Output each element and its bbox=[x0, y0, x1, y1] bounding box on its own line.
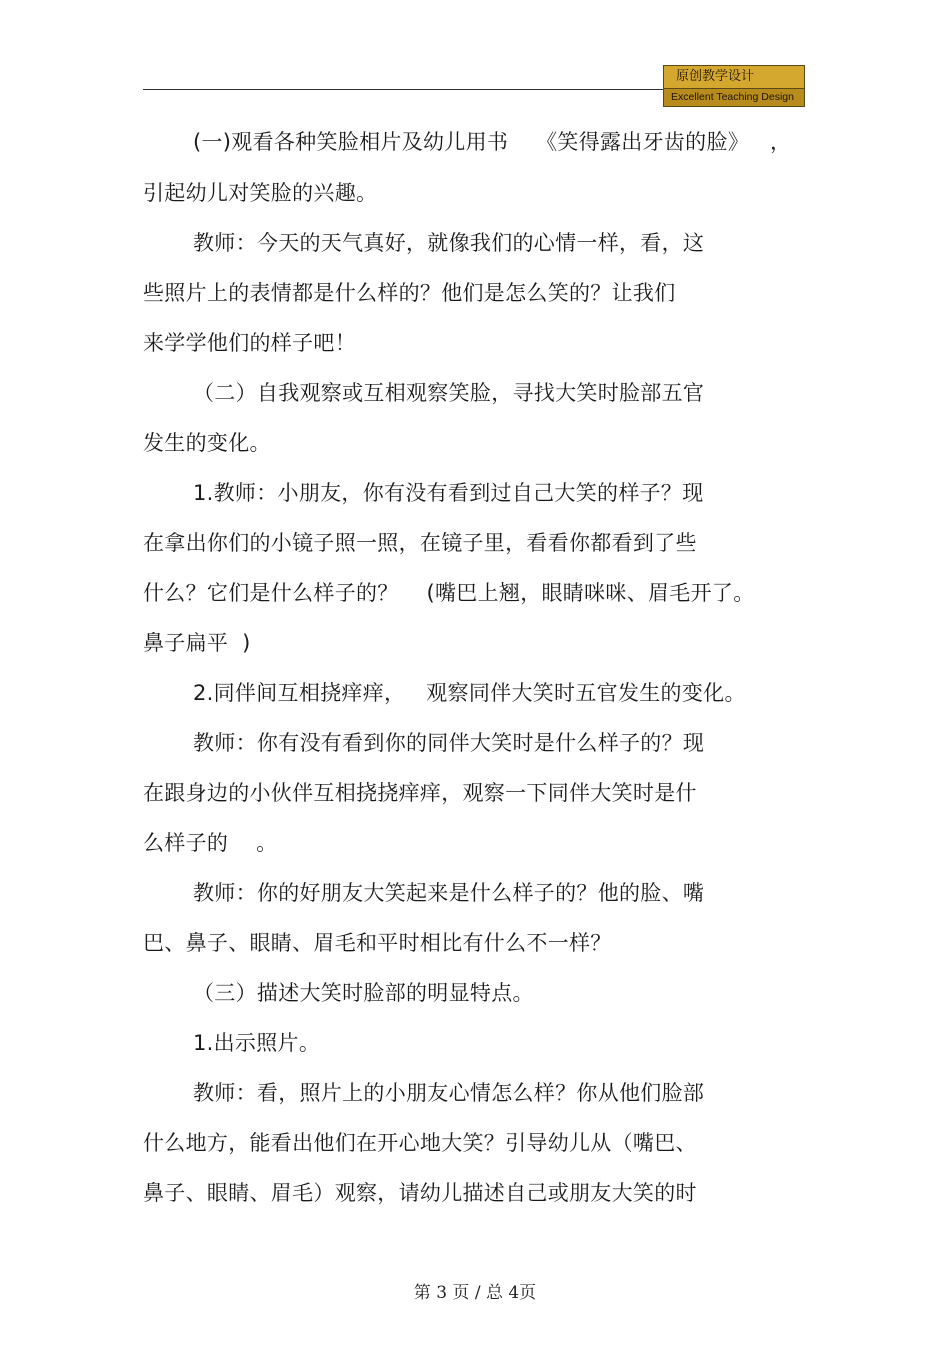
text-line: 教师：看，照片上的小朋友心情怎么样？你从他们脸部 bbox=[193, 1081, 705, 1105]
text-line: 教师：你有没有看到你的同伴大笑时是什么样子的？现 bbox=[193, 731, 705, 755]
text-line: 在跟身边的小伙伴互相挠挠痒痒，观察一下同伴大笑时是什 bbox=[143, 781, 697, 805]
text-line: 什么地方，能看出他们在开心地大笑？引导幼儿从（嘴巴、 bbox=[143, 1131, 697, 1155]
text-line: (一)观看各种笑脸相片及幼儿用书 《笑得露出牙齿的脸》 ， bbox=[193, 130, 792, 154]
text-line: 发生的变化。 bbox=[143, 431, 271, 455]
text-line: 1.出示照片。 bbox=[193, 1031, 321, 1055]
text-line: 鼻子扁平 ) bbox=[143, 631, 251, 655]
text-line: （三）描述大笑时脸部的明显特点。 bbox=[193, 981, 534, 1005]
text-line: 什么？它们是什么样子的？ (嘴巴上翘，眼睛咪咪、眉毛开了。 bbox=[143, 581, 755, 605]
text-line: 鼻子、眼睛、眉毛）观察，请幼儿描述自己或朋友大笑的时 bbox=[143, 1181, 697, 1205]
text-line: 来学学他们的样子吧！ bbox=[143, 331, 356, 355]
text-line: 教师：你的好朋友大笑起来是什么样子的？他的脸、嘴 bbox=[193, 881, 705, 905]
badge-title-en: Excellent Teaching Design bbox=[664, 89, 804, 106]
text-line: 巴、鼻子、眼睛、眉毛和平时相比有什么不一样？ bbox=[143, 931, 612, 955]
text-line: 教师：今天的天气真好，就像我们的心情一样，看，这 bbox=[193, 231, 705, 255]
text-line: 些照片上的表情都是什么样的？他们是怎么笑的？让我们 bbox=[143, 281, 676, 305]
text-line: （二）自我观察或互相观察笑脸，寻找大笑时脸部五官 bbox=[193, 381, 705, 405]
text-line: 1.教师：小朋友，你有没有看到过自己大笑的样子？现 bbox=[193, 481, 704, 505]
text-line: 引起幼儿对笑脸的兴趣。 bbox=[143, 181, 378, 205]
text-line: 在拿出你们的小镜子照一照，在镜子里，看看你都看到了些 bbox=[143, 531, 697, 555]
text-line: 2.同伴间互相挠痒痒， 观察同伴大笑时五官发生的变化。 bbox=[193, 681, 746, 705]
badge-title-cn: 原创教学设计 bbox=[664, 66, 804, 89]
header-badge bbox=[663, 65, 805, 107]
page-number: 第 3 页 / 总 4页 bbox=[413, 1283, 537, 1303]
text-line: 么样子的 。 bbox=[143, 831, 278, 855]
